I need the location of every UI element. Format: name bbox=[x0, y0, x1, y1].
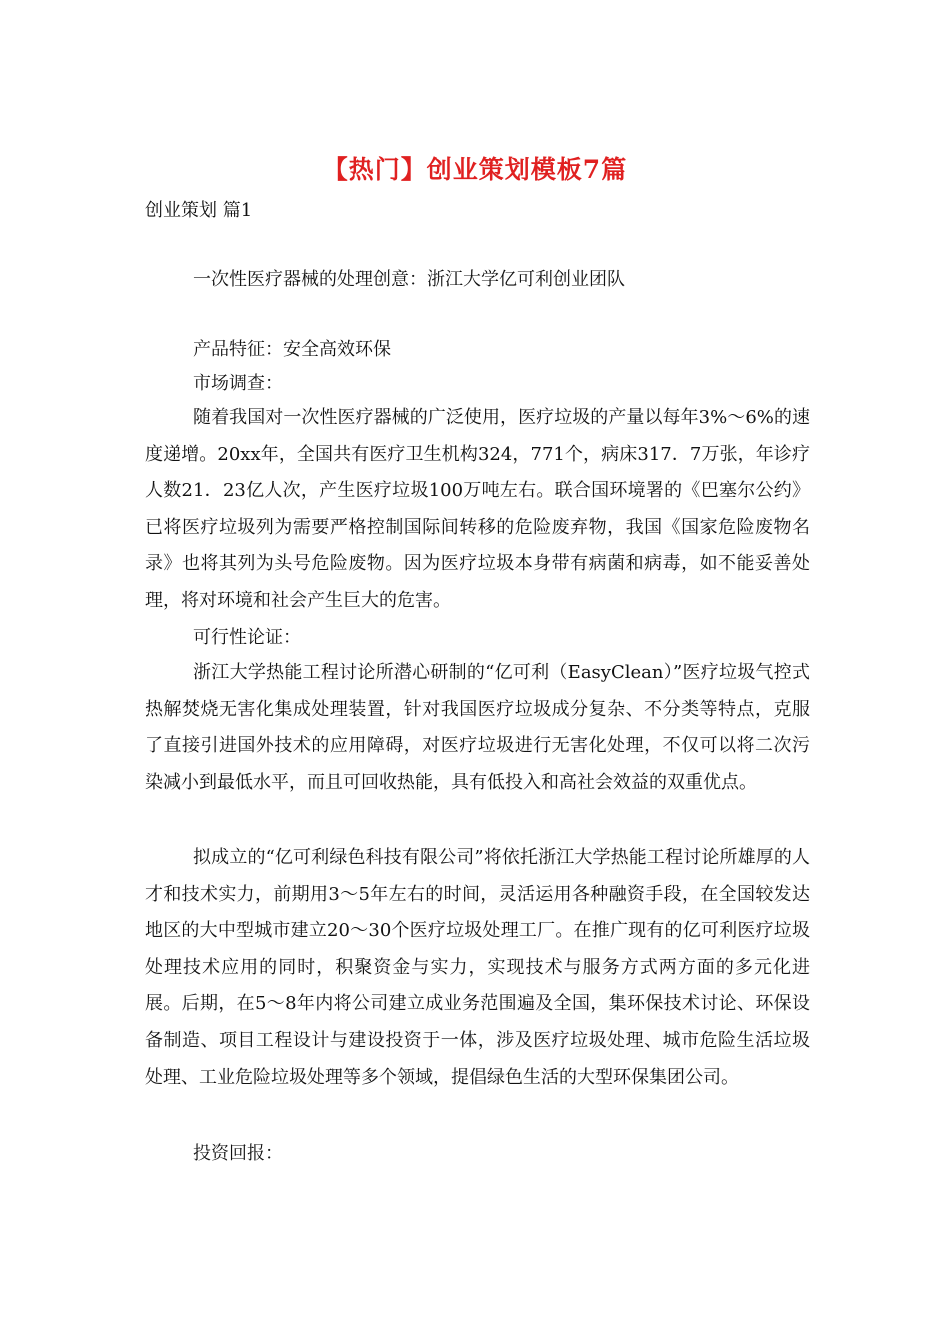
company-plan-paragraph: 拟成立的“亿可利绿色科技有限公司”将依托浙江大学热能工程讨论所雄厚的人才和技术实力，前期用3～5年左右的时间，灵活运用各种融资手段，在全国较发达地区的大中型城市建立20～30个医疗垃圾处理工厂。在推广现有的亿可利医疗垃圾处理技术应用的同时，积聚资金与实力，实现技术与服务方式两方面的多元化进展。后期，在5～8年内将公司建立成业务范围遍及全国，集环保技术讨论、环保设备制造、项目工程设计与建设投资于一体，涉及医疗垃圾处理、城市危险生活垃圾处理、工业危险垃圾处理等多个领域，提倡绿色生活的大型环保集团公司。 bbox=[145, 847, 810, 1088]
feasibility-heading: 可行性论证： bbox=[193, 627, 301, 648]
market-survey-paragraph: 随着我国对一次性医疗器械的广泛使用，医疗垃圾的产量以每年3%～6%的速度递增。20xx年，全国共有医疗卫生机构324，771个，病床317．7万张，年诊疗人数21．23亿人次，产生医疗垃圾100万吨左右。联合国环境署的《巴塞尔公约》已将医疗垃圾列为需要严格控制国际间转移的危险废弃物，我国《国家危险废物名录》也将其列为头号危险废物。因为医疗垃圾本身带有病菌和病毒，如不能妥善处理，将对环境和社会产生巨大的危害。 bbox=[145, 407, 810, 611]
document-title: 【热门】创业策划模板7篇 bbox=[322, 155, 628, 184]
investment-heading: 投资回报： bbox=[193, 1143, 283, 1164]
feasibility-paragraph: 浙江大学热能工程讨论所潜心研制的“亿可利（EasyClean）”医疗垃圾气控式热解焚烧无害化集成处理装置，针对我国医疗垃圾成分复杂、不分类等特点，克服了直接引进国外技术的应用障碍，对医疗垃圾进行无害化处理，不仅可以将二次污染减小到最低水平，而且可回收热能，具有低投入和高社会效益的双重优点。 bbox=[145, 662, 810, 793]
section-heading: 创业策划 篇1 bbox=[145, 200, 253, 221]
market-survey-heading: 市场调查： bbox=[193, 373, 283, 394]
idea-line: 一次性医疗器械的处理创意：浙江大学亿可利创业团队 bbox=[193, 269, 625, 290]
product-feature: 产品特征：安全高效环保 bbox=[193, 339, 391, 360]
